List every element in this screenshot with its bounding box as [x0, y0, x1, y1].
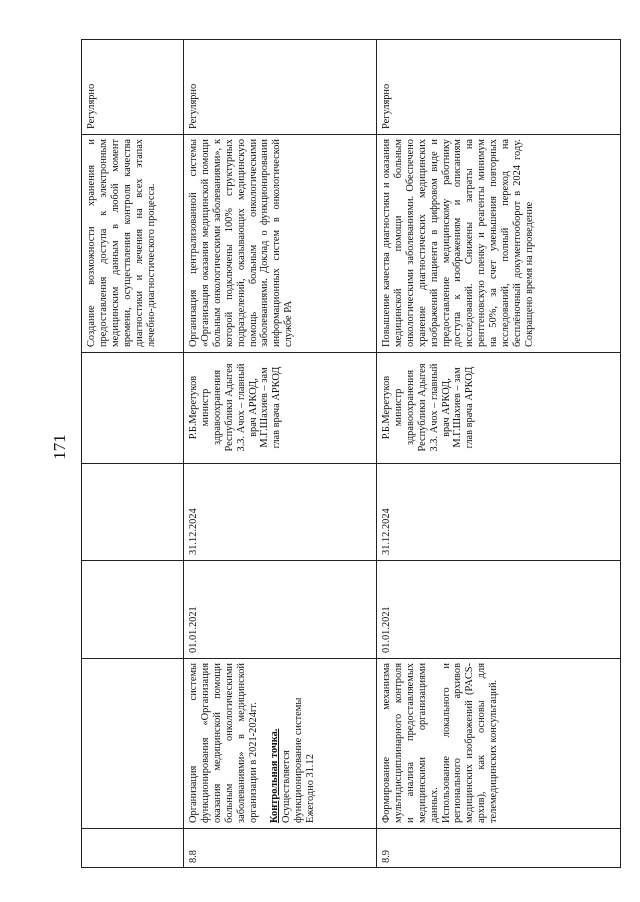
row2-start-date: 01.01.2021 [381, 606, 392, 653]
column-border [81, 463, 621, 464]
column-border [81, 134, 621, 135]
row2-result: Повышение качества диагностики и оказания медицинской помощи больным онкологическими заболеваниями. Обеспечено хранение диагностических медицинских изображений пациента в цифровом виде и предоставление медицинскому работнику доступа к изображениям и описаниям исследований. Снижены затраты на рентгеновскую пленку и реагенты минимум на 50%, за счет уменьшения повторных исследований, полный переход на бесплёночный документооборот в 2024 году. Сокращено время на проведение [381, 139, 535, 347]
row1-number: 8.8 [188, 850, 199, 863]
row2-responsible: Р.Б.Меретуков министр здравоохранения Республики Адыгея З.З. Ачох – главный врач АРКОД, М.Г.Шахиев – зам глав врача АРКОД [381, 363, 476, 452]
row2-end-date: 31.12.2024 [381, 508, 392, 555]
row2-number: 8.9 [381, 850, 392, 863]
row1-start-date: 01.01.2021 [188, 606, 199, 653]
row0-frequency: Регулярно [86, 83, 97, 129]
row-border [376, 39, 377, 868]
row-border [183, 39, 184, 868]
row1-end-date: 31.12.2024 [188, 508, 199, 555]
row1-frequency: Регулярно [188, 83, 199, 129]
column-border [81, 560, 621, 561]
row1-activity: Организация системы функционирования «Организация оказания медицинской помощи больным онкологическими заболеваниями» в медицинской организации в 2021-2024гг. Контрольная точка. Осуществляется функционирование системы Ежегодно 31.12 [188, 663, 317, 823]
row1-responsible: Р.Б.Меретуков министр здравоохранения Республики Адыгея З.З. Ачох – главный врач АРКОД, М.Г.Шахиев – зам глав врача АРКОД [188, 363, 283, 452]
control-point-label: Контрольная точка. [269, 728, 281, 823]
row1-result: Организация централизованной системы «Организация оказания медицинской помощи больным онкологическими заболеваниями», к которой подключены 100% структурных подразделений, оказывающих медицинскую помощь больным онкологическими заболеваниями. Доклад о функционировании информационных систем в онкологической службе РА [188, 139, 295, 347]
row0-result: Создание возможности хранения и предоставления доступа к электронным медицинским данным в любой момент времени, осуществления контроля качества диагностики и лечения на всех этапах лечебно-диагностического процесса. [86, 139, 157, 347]
column-border [81, 828, 621, 829]
column-border [81, 352, 621, 353]
page-number: 171 [50, 434, 69, 460]
row1-activity-text: Организация системы функционирования «Организация оказания медицинской помощи больным онкологическими заболеваниями» в медицинской организации в 2021-2024гг. [188, 663, 259, 823]
row2-frequency: Регулярно [381, 83, 392, 129]
row2-activity: Формирование механизма мультидисциплинарного контроля и анализа предоставляемых медицинскими организациями данных. Использование локального и регионального архивов медицинских изображений (PACS-архив), как основы для телемедицинских консультаций. [381, 663, 500, 823]
column-border [81, 658, 621, 659]
